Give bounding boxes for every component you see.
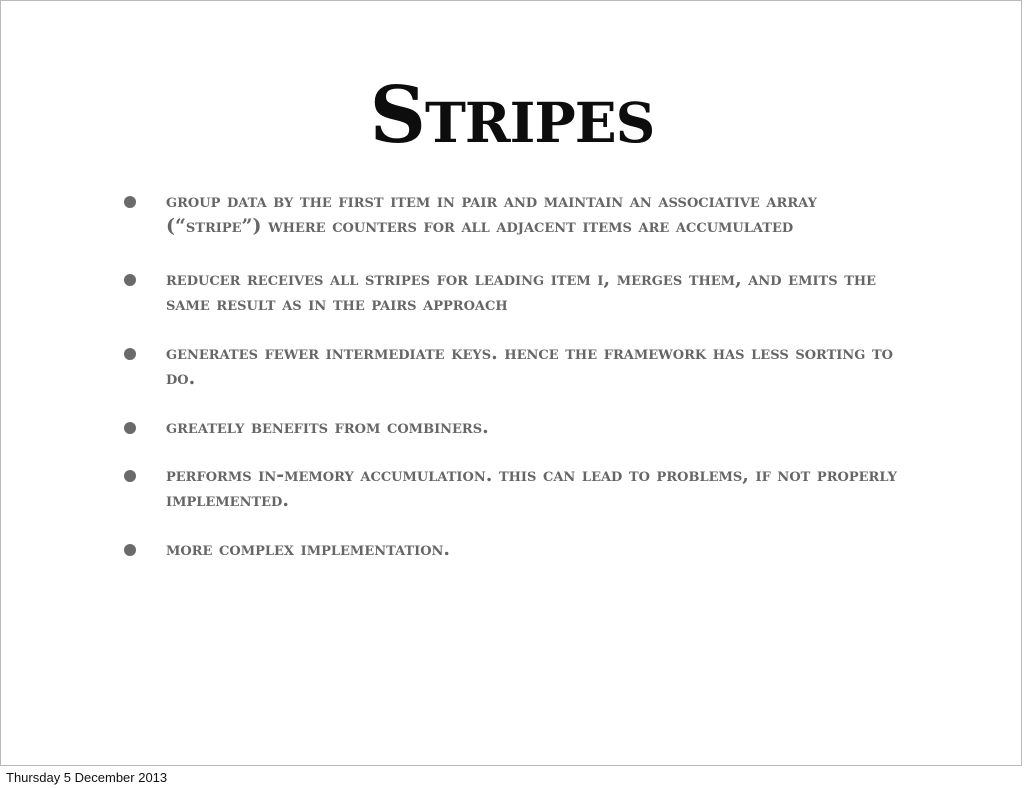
bullet-text: greately benefits from combiners.	[166, 416, 489, 438]
bullet-dot-icon	[124, 470, 136, 482]
bullet-text: performs in-memory accumulation. this can lead to problems, if not properly implemented.	[166, 464, 897, 511]
bullet-dot-icon	[124, 422, 136, 434]
slide-title: Stripes	[369, 70, 655, 161]
bullet-dot-icon	[124, 544, 136, 556]
bullet-dot-icon	[124, 196, 136, 208]
bullet-dot-icon	[124, 274, 136, 286]
bullet-text: more complex implementation.	[166, 538, 451, 560]
bullet-text: reducer receives all stripes for leading item i, merges them, and emits the same result as in the pairs approach	[166, 268, 877, 315]
bullet-text: generates fewer intermediate keys. hence the framework has less sorting to do.	[166, 342, 893, 389]
footer-date: Thursday 5 December 2013	[6, 770, 168, 785]
bullet-dot-icon	[124, 348, 136, 360]
bullet-text: group data by the first item in pair and maintain an associative array (“stripe”) where counters for all adjacent items are accumulated	[166, 190, 817, 237]
